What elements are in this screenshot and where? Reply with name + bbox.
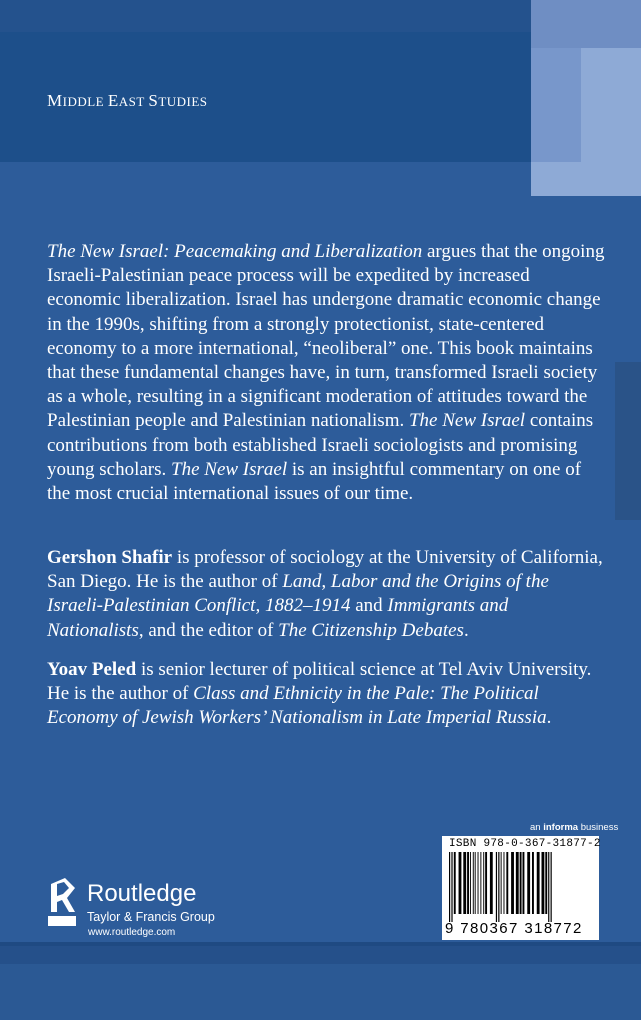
barcode-bar xyxy=(454,852,456,914)
informa-tagline xyxy=(530,822,618,833)
barcode-bar xyxy=(478,852,479,914)
italic-run: The New Israel: Peacemaking and Liberalization xyxy=(47,241,423,262)
series-word-rest: TUDIES xyxy=(158,94,208,109)
series-word-initial: E xyxy=(107,91,119,110)
barcode-bar xyxy=(516,852,519,914)
text-run: and xyxy=(350,595,388,617)
barcode-bar xyxy=(490,852,493,914)
barcode-bar xyxy=(459,852,462,914)
top-band xyxy=(0,0,581,32)
informa-prefix: an xyxy=(530,822,544,833)
italic-run: The New Israel xyxy=(171,458,288,480)
accent-block-right xyxy=(581,48,641,196)
barcode-bar xyxy=(449,852,450,922)
book-description xyxy=(47,240,607,506)
text-run: is professor of sociology at the University of California, San Diego. He is the author of xyxy=(47,547,603,593)
text-run: is an insightful commentary on one of the most crucial international issues of our time. xyxy=(47,458,582,505)
barcode-bar xyxy=(470,852,471,914)
barcode-bar xyxy=(545,852,547,914)
informa-brand: informa xyxy=(543,822,579,833)
text-run: argues that the ongoing Israeli-Palestinian peace process will be expedited by increased economic liberalization. Israel has undergone dramatic economic change in the 1990s, shifting from a strongly protectionist, state-centered economy to a more international, “neoliberal” one. This book maintains that these fundamental changes have, in turn, transformed Israeli society as a whole, resulting in a significant moderation of attitudes toward the Palestinian people and Palestinian nationalism. xyxy=(47,241,605,432)
text-run: , and the editor of xyxy=(138,619,279,641)
publisher-url[interactable]: www.routledge.com xyxy=(88,927,176,938)
informa-suffix: business xyxy=(578,822,619,833)
barcode-bar xyxy=(532,852,534,914)
footer-divider xyxy=(0,942,641,946)
italic-run: The Citizenship Debates xyxy=(278,619,464,641)
footer-bottom-band xyxy=(0,964,641,1020)
italic-run: Land, Labor and the Origins of the Israeli-Palestinian Conflict, 1882–1914 xyxy=(47,571,549,617)
barcode-bar xyxy=(451,852,452,922)
series-word-rest: IDDLE xyxy=(62,94,108,109)
barcode-bar xyxy=(473,852,474,914)
isbn-label: ISBN 978-0-367-31877-2 xyxy=(449,838,601,850)
barcode-bar xyxy=(475,852,476,914)
publisher-group: Taylor & Francis Group xyxy=(87,910,215,924)
routledge-logo-icon xyxy=(45,876,81,928)
barcode-bar xyxy=(506,852,508,914)
barcode-bar xyxy=(463,852,466,914)
barcode-bar xyxy=(520,852,522,914)
barcode-bar xyxy=(498,852,499,922)
ean-digits: 9 780367 318772 xyxy=(445,920,583,937)
text-run: is senior lecturer of political science at Tel Aviv University. He is the author of xyxy=(47,659,592,705)
barcode-bar xyxy=(548,852,549,922)
author-bio-peled xyxy=(47,658,607,731)
text-run: . xyxy=(463,619,469,641)
accent-block-top xyxy=(531,0,641,48)
italic-run: Immigrants and Nationalists xyxy=(47,595,509,641)
text-run: contains contributions from both established Israeli sociologists and promising young scholars. xyxy=(47,410,594,480)
author-name: Gershon Shafir xyxy=(47,547,173,568)
barcode-bar xyxy=(527,852,530,914)
italic-run: The New Israel xyxy=(408,410,526,432)
barcode-bar xyxy=(501,852,502,914)
publisher-name: Routledge xyxy=(87,880,197,907)
series-word-initial: M xyxy=(47,91,63,110)
barcode-bar xyxy=(542,852,545,914)
barcode-bar xyxy=(504,852,505,914)
series-label xyxy=(47,91,208,111)
barcode-bars xyxy=(447,852,595,922)
barcode-bar xyxy=(480,852,481,914)
barcode-bar xyxy=(496,852,497,922)
italic-run: Class and Ethnicity in the Pale: The Political Economy of Jewish Workers’ Nationalism in Late Imperial Russia xyxy=(47,683,547,729)
author-name: Yoav Peled xyxy=(47,659,137,680)
accent-block-low xyxy=(531,162,581,196)
author-bio-shafir xyxy=(47,546,607,643)
series-word-initial: S xyxy=(148,91,159,110)
text-run: . xyxy=(546,707,552,729)
barcode-bar xyxy=(485,852,487,914)
spine-edge-strip xyxy=(615,362,641,520)
barcode-bar xyxy=(551,852,552,922)
barcode-bar xyxy=(537,852,540,914)
barcode-bar xyxy=(483,852,484,914)
series-word-rest: AST xyxy=(118,94,149,109)
barcode-bar xyxy=(523,852,525,914)
barcode-bar xyxy=(511,852,514,914)
barcode-bar xyxy=(467,852,469,914)
